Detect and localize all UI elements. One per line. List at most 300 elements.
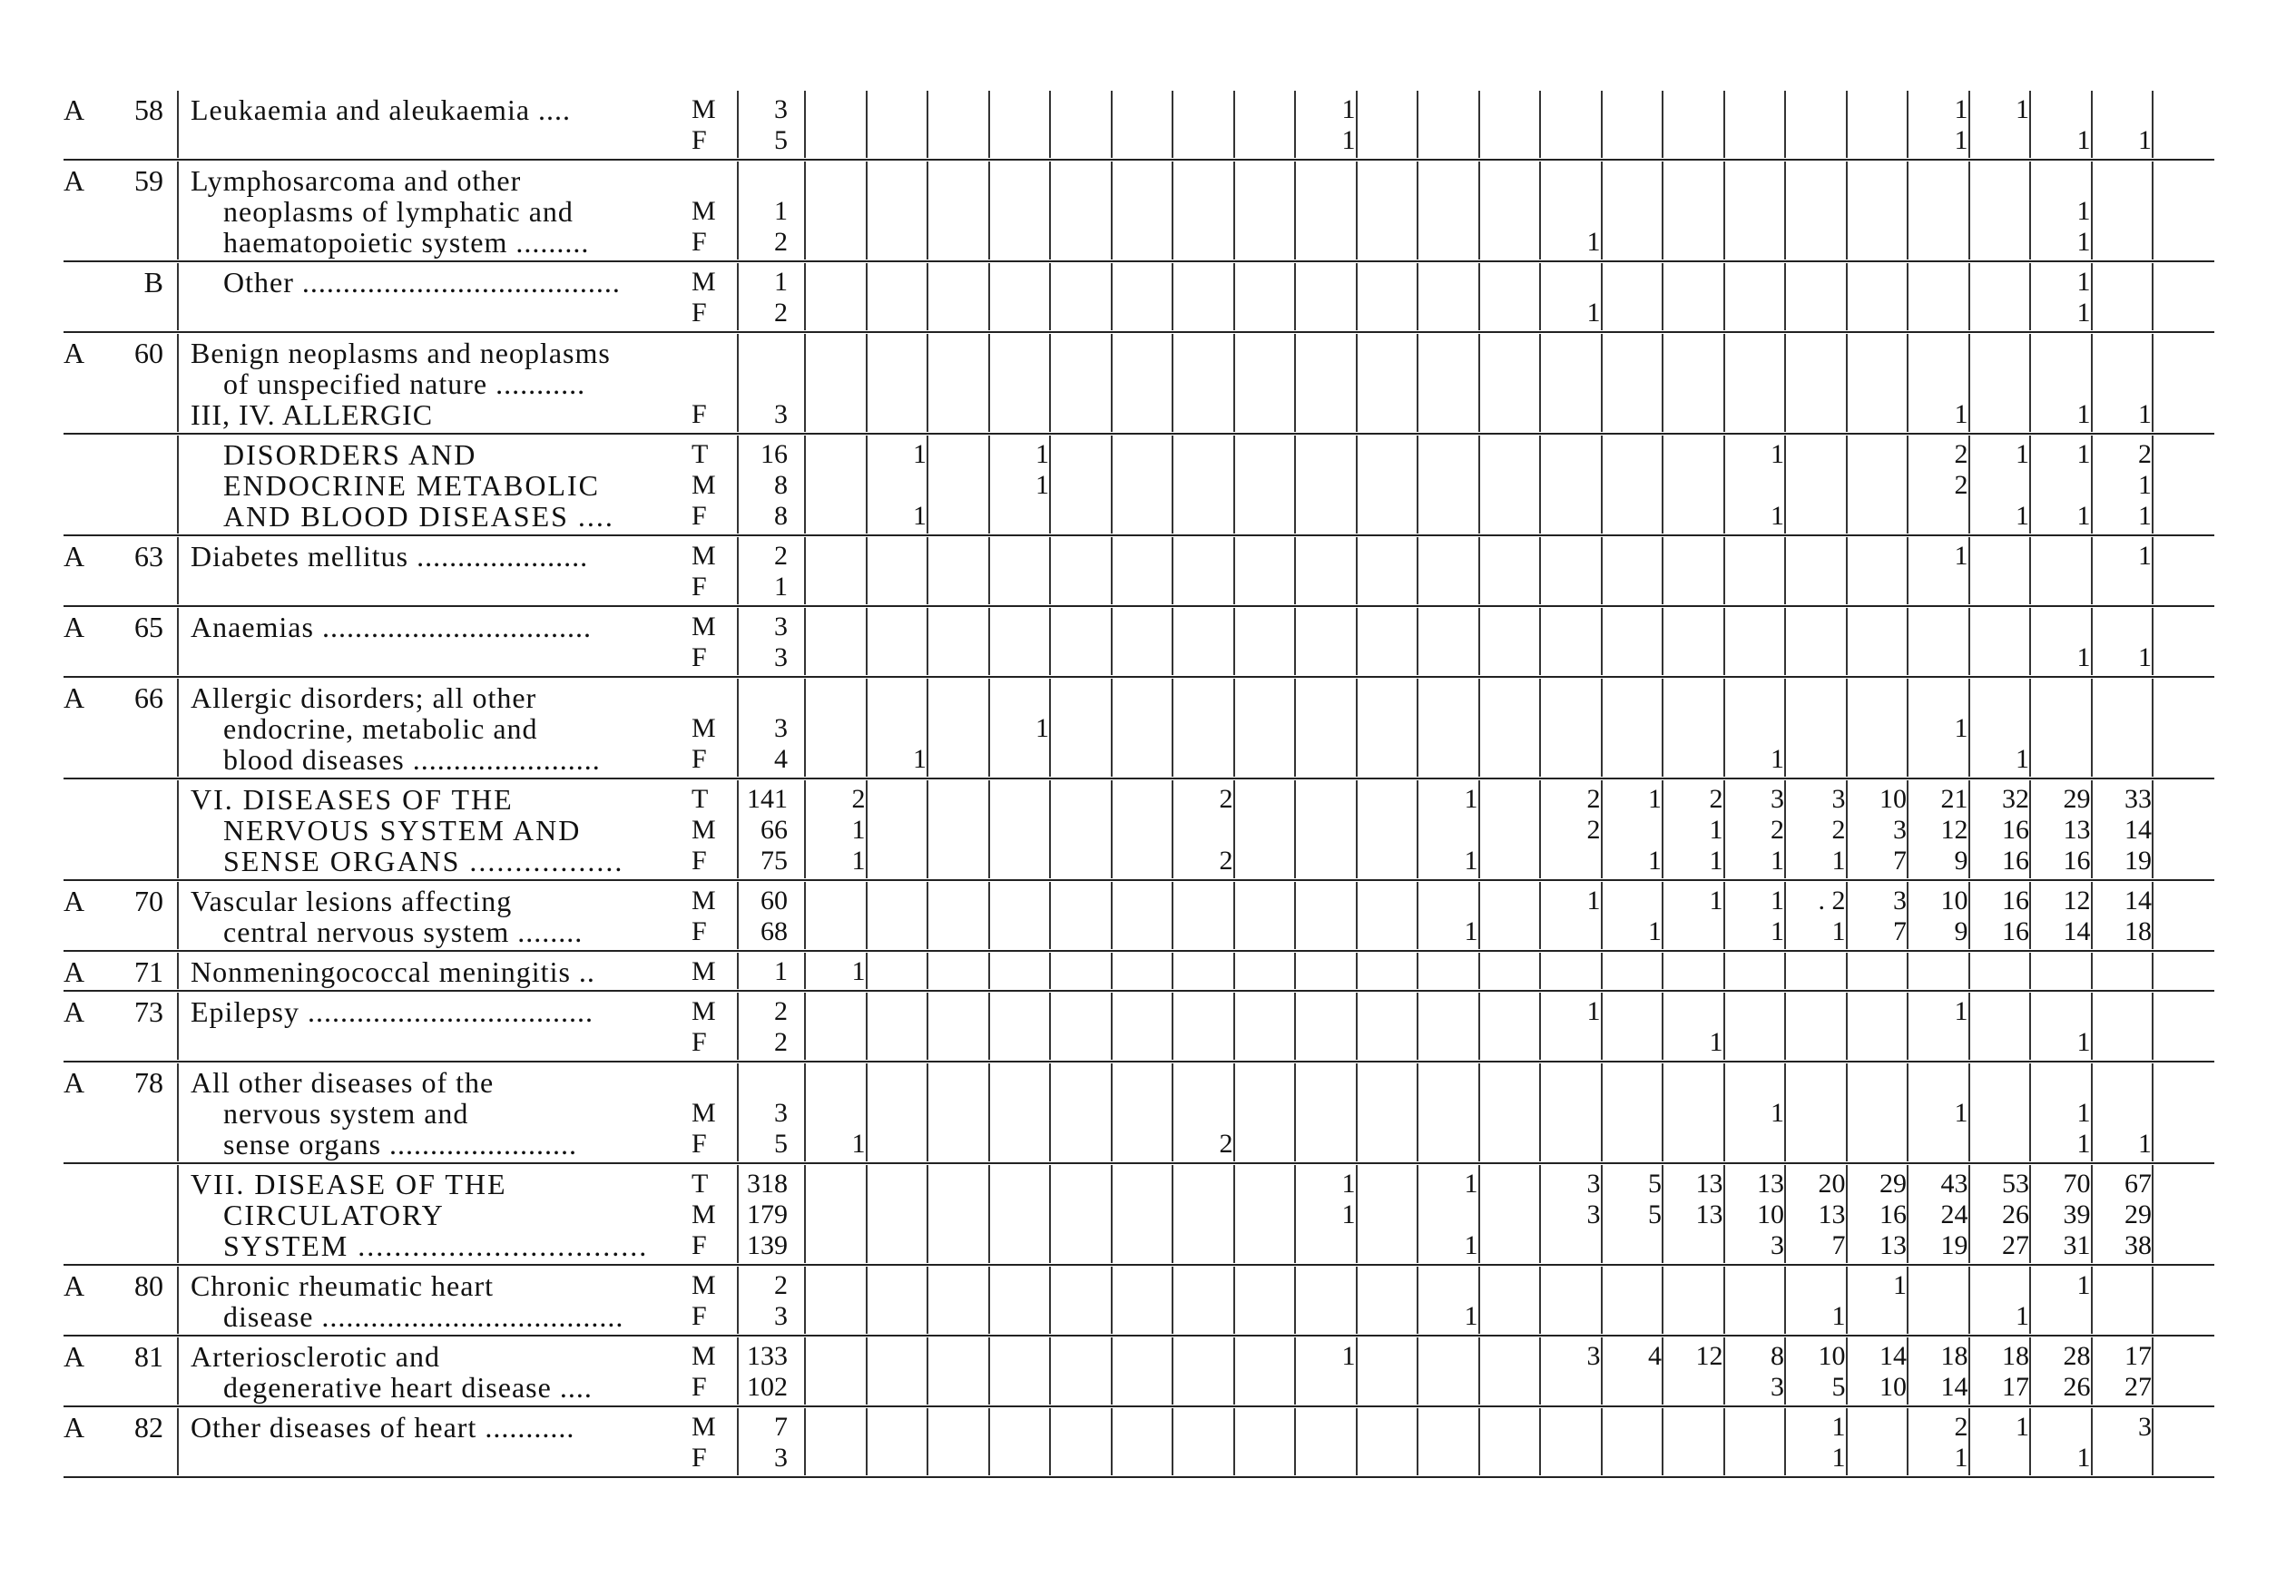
column-divider	[804, 537, 806, 604]
column-divider	[1417, 780, 1418, 878]
row-description-line: neoplasms of lymphatic and	[223, 195, 574, 228]
column-divider	[1172, 263, 1173, 330]
column-divider	[1233, 162, 1235, 259]
data-cell: 1	[1035, 470, 1049, 500]
column-divider	[1172, 1337, 1173, 1405]
column-divider	[2091, 1165, 2093, 1263]
data-cell: 14	[1940, 1372, 1968, 1402]
data-cell: 8	[1771, 1341, 1784, 1371]
row-description-line: Chronic rheumatic heart	[191, 1269, 494, 1302]
data-cell: 1	[2138, 470, 2152, 500]
column-divider	[1417, 162, 1418, 259]
data-cell: 1	[2076, 196, 2091, 226]
row-divider-code	[177, 334, 179, 432]
column-divider	[1784, 162, 1786, 259]
column-divider	[927, 1408, 928, 1475]
column-divider	[1968, 1337, 1970, 1405]
column-divider	[1478, 953, 1480, 989]
column-divider	[1172, 162, 1173, 259]
column-divider	[2152, 1408, 2154, 1475]
column-divider	[1907, 1165, 1908, 1263]
column-divider	[927, 436, 928, 534]
column-divider	[2091, 91, 2093, 158]
sex-label: F	[692, 298, 707, 328]
sex-label: M	[692, 1199, 716, 1229]
column-divider	[866, 1267, 868, 1334]
column-divider	[1417, 882, 1418, 949]
sex-label: F	[692, 1301, 707, 1331]
column-divider	[2091, 162, 2093, 259]
column-divider	[2029, 1337, 2031, 1405]
column-divider	[804, 780, 806, 878]
total-value: 2	[774, 1270, 788, 1300]
column-divider	[1478, 436, 1480, 534]
total-value: 1	[774, 267, 788, 297]
column-divider	[927, 263, 928, 330]
row-description-line: AND BLOOD DISEASES ....	[223, 500, 614, 533]
column-divider	[1294, 679, 1296, 777]
data-cell: 2	[851, 784, 866, 814]
column-divider	[2029, 1165, 2031, 1263]
column-divider	[2029, 436, 2031, 534]
column-divider	[1907, 91, 1908, 158]
column-divider	[1233, 537, 1235, 604]
column-divider	[1784, 334, 1786, 432]
column-divider	[1049, 953, 1051, 989]
row-separator	[64, 1162, 2214, 1164]
column-divider	[1294, 263, 1296, 330]
row-number: 60	[134, 337, 163, 369]
sex-label: M	[692, 612, 716, 641]
column-divider	[1478, 1267, 1480, 1334]
data-cell: 1	[1893, 1270, 1907, 1300]
column-divider	[927, 679, 928, 777]
data-cell: 26	[2002, 1199, 2029, 1229]
data-cell: 7	[1893, 846, 1907, 876]
column-divider	[866, 882, 868, 949]
column-divider	[2029, 608, 2031, 675]
column-divider	[804, 882, 806, 949]
data-cell: 1	[2076, 298, 2091, 328]
data-cell: 1	[2076, 399, 2091, 429]
column-divider	[1723, 882, 1725, 949]
column-divider	[804, 953, 806, 989]
column-divider	[2091, 608, 2093, 675]
column-divider	[1049, 679, 1051, 777]
column-divider	[1662, 436, 1663, 534]
column-divider	[1539, 1165, 1541, 1263]
total-value: 7	[774, 1412, 788, 1442]
column-divider	[1968, 537, 1970, 604]
row-separator	[64, 605, 2214, 607]
column-divider	[1601, 91, 1603, 158]
column-divider	[1723, 993, 1725, 1060]
column-divider	[2152, 334, 2154, 432]
total-value: 75	[760, 846, 788, 876]
row-separator	[64, 1405, 2214, 1407]
sex-label: M	[692, 1341, 716, 1371]
column-divider	[1601, 1063, 1603, 1161]
data-cell: 1	[913, 439, 927, 469]
sex-label: T	[692, 784, 709, 814]
column-divider	[1968, 334, 1970, 432]
data-cell: 1	[1771, 1098, 1784, 1128]
data-cell: 26	[2063, 1372, 2091, 1402]
row-divider-code	[177, 882, 179, 949]
column-divider	[1233, 1408, 1235, 1475]
row-divider-code	[177, 162, 179, 259]
row-description-line: DISORDERS AND	[223, 438, 477, 471]
column-divider	[1662, 1408, 1663, 1475]
row-divider-code	[177, 537, 179, 604]
row-divider-code	[177, 91, 179, 158]
total-value: 5	[774, 1129, 788, 1159]
row-code: A	[64, 1340, 85, 1373]
column-divider	[927, 608, 928, 675]
column-divider	[1356, 993, 1358, 1060]
data-cell: 18	[2002, 1341, 2029, 1371]
data-cell: 1	[2138, 1129, 2152, 1159]
total-value: 3	[774, 1098, 788, 1128]
column-divider	[2091, 679, 2093, 777]
column-divider	[1907, 1408, 1908, 1475]
data-cell: 1	[1464, 1169, 1478, 1199]
column-divider	[1968, 679, 1970, 777]
data-cell: 1	[1035, 439, 1049, 469]
column-divider	[866, 334, 868, 432]
row-divider-code	[177, 436, 179, 534]
row-separator	[64, 331, 2214, 333]
row-separator	[64, 534, 2214, 536]
data-cell: 1	[1709, 846, 1723, 876]
row-description-line: Other diseases of heart ...........	[191, 1411, 575, 1444]
sex-label: F	[692, 1443, 707, 1473]
data-cell: 67	[2124, 1169, 2152, 1199]
row-divider-total	[737, 162, 739, 259]
column-divider	[1233, 263, 1235, 330]
column-divider	[1539, 1267, 1541, 1334]
sex-label: F	[692, 1372, 707, 1402]
data-cell: 3	[1771, 1230, 1784, 1260]
data-cell: 3	[1893, 886, 1907, 915]
row-description-line: degenerative heart disease ....	[223, 1371, 593, 1404]
column-divider	[1417, 608, 1418, 675]
row-description-line: blood diseases .......................	[223, 743, 601, 776]
column-divider	[927, 1063, 928, 1161]
column-divider	[988, 91, 990, 158]
column-divider	[1478, 882, 1480, 949]
data-cell: 1	[1831, 1301, 1846, 1331]
column-divider	[1049, 263, 1051, 330]
row-divider-total	[737, 436, 739, 534]
row-code: A	[64, 681, 85, 714]
column-divider	[866, 1408, 868, 1475]
row-divider-total	[737, 1337, 739, 1405]
column-divider	[1784, 436, 1786, 534]
column-divider	[1294, 1408, 1296, 1475]
column-divider	[1601, 953, 1603, 989]
column-divider	[1356, 1408, 1358, 1475]
column-divider	[866, 1337, 868, 1405]
data-cell: 19	[2124, 846, 2152, 876]
column-divider	[1539, 780, 1541, 878]
data-cell: 1	[1586, 227, 1601, 257]
column-divider	[1172, 334, 1173, 432]
column-divider	[2029, 882, 2031, 949]
row-number: 71	[134, 955, 163, 988]
column-divider	[988, 608, 990, 675]
column-divider	[1907, 780, 1908, 878]
data-cell: 21	[1940, 784, 1968, 814]
data-cell: 1	[1831, 916, 1846, 946]
column-divider	[1601, 1267, 1603, 1334]
column-divider	[804, 679, 806, 777]
column-divider	[1723, 1337, 1725, 1405]
row-number: 82	[134, 1411, 163, 1444]
column-divider	[1601, 537, 1603, 604]
row-separator	[64, 1335, 2214, 1337]
column-divider	[1111, 1267, 1113, 1334]
column-divider	[1846, 1267, 1848, 1334]
column-divider	[927, 91, 928, 158]
data-cell: 12	[1940, 815, 1968, 845]
data-cell: 1	[2076, 642, 2091, 672]
column-divider	[2091, 263, 2093, 330]
column-divider	[1478, 91, 1480, 158]
row-description-line: Benign neoplasms and neoplasms	[191, 337, 611, 369]
column-divider	[2091, 334, 2093, 432]
column-divider	[866, 436, 868, 534]
row-code: A	[64, 337, 85, 369]
data-cell: 3	[2138, 1412, 2152, 1442]
data-cell: 16	[2002, 886, 2029, 915]
data-cell: 1	[1586, 886, 1601, 915]
column-divider	[2091, 436, 2093, 534]
column-divider	[2029, 679, 2031, 777]
row-number: 81	[134, 1340, 163, 1373]
column-divider	[1049, 882, 1051, 949]
sex-label: F	[692, 642, 707, 672]
column-divider	[866, 162, 868, 259]
data-cell: 53	[2002, 1169, 2029, 1199]
row-description-line: SENSE ORGANS .................	[223, 845, 624, 877]
row-divider-total	[737, 1165, 739, 1263]
column-divider	[2152, 1337, 2154, 1405]
column-divider	[1294, 162, 1296, 259]
row-code: A	[64, 1269, 85, 1302]
column-divider	[1601, 436, 1603, 534]
data-cell: 12	[2063, 886, 2091, 915]
column-divider	[1417, 436, 1418, 534]
column-divider	[1111, 537, 1113, 604]
row-separator	[64, 433, 2214, 435]
column-divider	[1294, 1165, 1296, 1263]
column-divider	[1846, 1337, 1848, 1405]
column-divider	[804, 1165, 806, 1263]
column-divider	[1049, 1063, 1051, 1161]
data-cell: 1	[2138, 125, 2152, 155]
data-cell: 1	[1464, 1230, 1478, 1260]
column-divider	[988, 679, 990, 777]
column-divider	[1723, 953, 1725, 989]
total-value: 141	[747, 784, 788, 814]
data-cell: 1	[2016, 1412, 2029, 1442]
column-divider	[866, 679, 868, 777]
column-divider	[1417, 1063, 1418, 1161]
row-divider-code	[177, 679, 179, 777]
column-divider	[1356, 1337, 1358, 1405]
row-code: A	[64, 540, 85, 573]
column-divider	[1294, 1063, 1296, 1161]
column-divider	[1662, 679, 1663, 777]
row-description-line: haematopoietic system .........	[223, 226, 590, 259]
column-divider	[1049, 780, 1051, 878]
column-divider	[1968, 1063, 1970, 1161]
row-divider-total	[737, 91, 739, 158]
data-cell: 2	[1831, 815, 1846, 845]
total-value: 66	[760, 815, 788, 845]
column-divider	[2091, 1267, 2093, 1334]
column-divider	[1968, 263, 1970, 330]
column-divider	[1111, 882, 1113, 949]
column-divider	[1784, 882, 1786, 949]
column-divider	[1601, 608, 1603, 675]
column-divider	[2029, 1267, 2031, 1334]
column-divider	[1723, 1165, 1725, 1263]
column-divider	[1294, 608, 1296, 675]
column-divider	[1784, 1408, 1786, 1475]
row-number: 58	[134, 93, 163, 126]
column-divider	[2152, 436, 2154, 534]
sex-label: M	[692, 996, 716, 1026]
column-divider	[927, 1267, 928, 1334]
data-cell: 17	[2124, 1341, 2152, 1371]
total-value: 2	[774, 1027, 788, 1057]
column-divider	[1172, 1408, 1173, 1475]
sex-label: F	[692, 125, 707, 155]
data-cell: 14	[1879, 1341, 1907, 1371]
column-divider	[2091, 882, 2093, 949]
column-divider	[1907, 263, 1908, 330]
row-description-line: CIRCULATORY	[223, 1199, 445, 1231]
total-value: 102	[747, 1372, 788, 1402]
column-divider	[2091, 953, 2093, 989]
row-description-line: Allergic disorders; all other	[191, 681, 537, 714]
row-divider-total	[737, 334, 739, 432]
column-divider	[1233, 953, 1235, 989]
row-description-line: Diabetes mellitus .....................	[191, 540, 589, 573]
column-divider	[988, 780, 990, 878]
sex-label: M	[692, 470, 716, 500]
data-cell: 1	[851, 815, 866, 845]
column-divider	[1111, 1408, 1113, 1475]
row-description-line: Nonmeningococcal meningitis ..	[191, 955, 595, 988]
column-divider	[927, 953, 928, 989]
data-cell: 1	[2138, 501, 2152, 531]
column-divider	[1539, 263, 1541, 330]
sex-label: M	[692, 94, 716, 124]
data-cell: 3	[1586, 1169, 1601, 1199]
column-divider	[1662, 780, 1663, 878]
data-cell: 2	[1954, 439, 1968, 469]
column-divider	[1417, 91, 1418, 158]
column-divider	[2091, 537, 2093, 604]
row-description-line: NERVOUS SYSTEM AND	[223, 814, 582, 847]
column-divider	[1784, 263, 1786, 330]
row-description-line: Lymphosarcoma and other	[191, 164, 522, 197]
column-divider	[1968, 1267, 1970, 1334]
data-cell: 1	[1771, 744, 1784, 774]
column-divider	[1907, 537, 1908, 604]
sex-label: M	[692, 541, 716, 571]
total-value: 2	[774, 298, 788, 328]
column-divider	[804, 993, 806, 1060]
row-divider-total	[737, 679, 739, 777]
data-cell: 1	[851, 956, 866, 986]
data-cell: 32	[2002, 784, 2029, 814]
data-cell: 2	[2138, 439, 2152, 469]
data-cell: 1	[1954, 713, 1968, 743]
column-divider	[1049, 436, 1051, 534]
column-divider	[866, 780, 868, 878]
column-divider	[1417, 1165, 1418, 1263]
column-divider	[1111, 436, 1113, 534]
row-divider-total	[737, 882, 739, 949]
column-divider	[1172, 1165, 1173, 1263]
data-cell: 1	[1341, 94, 1356, 124]
data-cell: 2	[1219, 784, 1233, 814]
column-divider	[1111, 993, 1113, 1060]
sex-label: F	[692, 1230, 707, 1260]
row-description-line: Anaemias .................................	[191, 611, 592, 643]
column-divider	[988, 1337, 990, 1405]
data-cell: 13	[1757, 1169, 1784, 1199]
row-divider-total	[737, 608, 739, 675]
column-divider	[1049, 162, 1051, 259]
row-description-line: of unspecified nature ...........	[223, 367, 586, 400]
data-cell: 1	[1771, 439, 1784, 469]
row-separator	[64, 159, 2214, 161]
column-divider	[866, 263, 868, 330]
column-divider	[1049, 993, 1051, 1060]
data-cell: 1	[2016, 439, 2029, 469]
column-divider	[1172, 537, 1173, 604]
column-divider	[1539, 993, 1541, 1060]
column-divider	[1784, 537, 1786, 604]
column-divider	[1539, 953, 1541, 989]
row-description-line: ENDOCRINE METABOLIC	[223, 469, 600, 502]
data-cell: 1	[1771, 846, 1784, 876]
total-value: 3	[774, 399, 788, 429]
column-divider	[1478, 679, 1480, 777]
data-cell: 1	[1464, 1301, 1478, 1331]
data-cell: 13	[1818, 1199, 1846, 1229]
data-cell: 13	[1695, 1169, 1723, 1199]
column-divider	[1662, 263, 1663, 330]
column-divider	[1111, 162, 1113, 259]
data-cell: 3	[1586, 1341, 1601, 1371]
data-cell: 1	[1954, 1098, 1968, 1128]
data-cell: 27	[2124, 1372, 2152, 1402]
total-value: 8	[774, 501, 788, 531]
column-divider	[1478, 993, 1480, 1060]
column-divider	[1723, 537, 1725, 604]
column-divider	[1356, 436, 1358, 534]
column-divider	[1356, 882, 1358, 949]
row-number: 78	[134, 1066, 163, 1099]
column-divider	[1049, 537, 1051, 604]
column-divider	[1049, 1337, 1051, 1405]
